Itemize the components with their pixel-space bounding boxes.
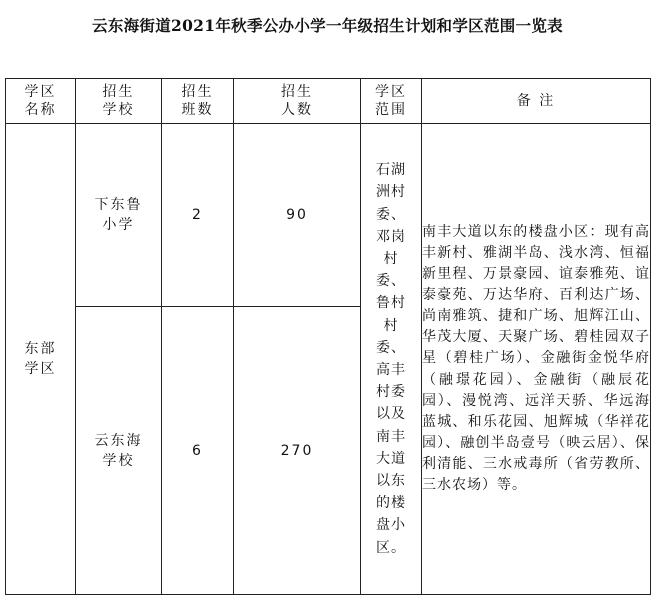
school-name: 云东海学校 [94,432,143,469]
notes-text: 南丰大道以东的楼盘小区：现有高丰新村、雅湖半岛、浅水湾、恒福新里程、万景豪园、谊泰雅苑、谊泰豪苑、万达华府、百利达广场、尚南雅筑、捷和广场、旭辉江山、华茂大厦、天聚广场、碧桂园双子星（碧桂广场）、金融街金悦华府（融璟花园）、金融街（融辰花园）、漫悦湾、远洋天骄、华远海蓝城、和乐花园、旭辉城（华祥花园）、融创半岛壹号（映云居）、保利清能、三水戒毒所（省劳教所、三水农场）等。 [422,223,650,494]
page-title: 云东海街道2021年秋季公办小学一年级招生计划和学区范围一览表 [92,16,563,35]
class-count: 2 [162,124,234,307]
header-school [76,79,162,124]
table-row [6,124,651,307]
header-scope [361,79,422,124]
class-count: 6 [162,307,234,595]
enrollment-table [5,78,651,595]
student-count: 270 [234,307,361,595]
header-scope-line-2: 范围 [375,102,407,118]
header-notes: 备 注 [422,79,651,124]
school-name-cell [76,124,162,307]
header-students [234,79,361,124]
header-district [6,79,76,124]
header-classes-line-1: 招生 [181,84,214,100]
school-name: 下东鲁小学 [94,197,143,233]
header-district-line-1: 学区 [24,84,57,100]
header-classes [162,79,234,124]
header-district-line-2: 名称 [24,102,57,118]
header-scope-line-1: 学区 [375,84,407,100]
header-school-line-2: 学校 [102,102,135,118]
header-school-line-1: 招生 [102,84,135,100]
notes-cell [422,124,651,595]
school-name-cell [76,307,162,595]
header-students-line-2: 人数 [281,102,313,118]
student-count: 90 [234,124,361,307]
scope-text: 石湖洲村委、邓岗村委、鲁村村委、高丰村委以及南丰大道以东的楼盘小区。 [376,162,406,556]
scope-cell [361,124,422,595]
header-classes-line-2: 班数 [181,102,214,118]
table-header-row [6,79,651,124]
district-name-cell [6,124,76,595]
district-name: 东部学区 [24,341,57,377]
header-students-line-1: 招生 [281,84,313,100]
